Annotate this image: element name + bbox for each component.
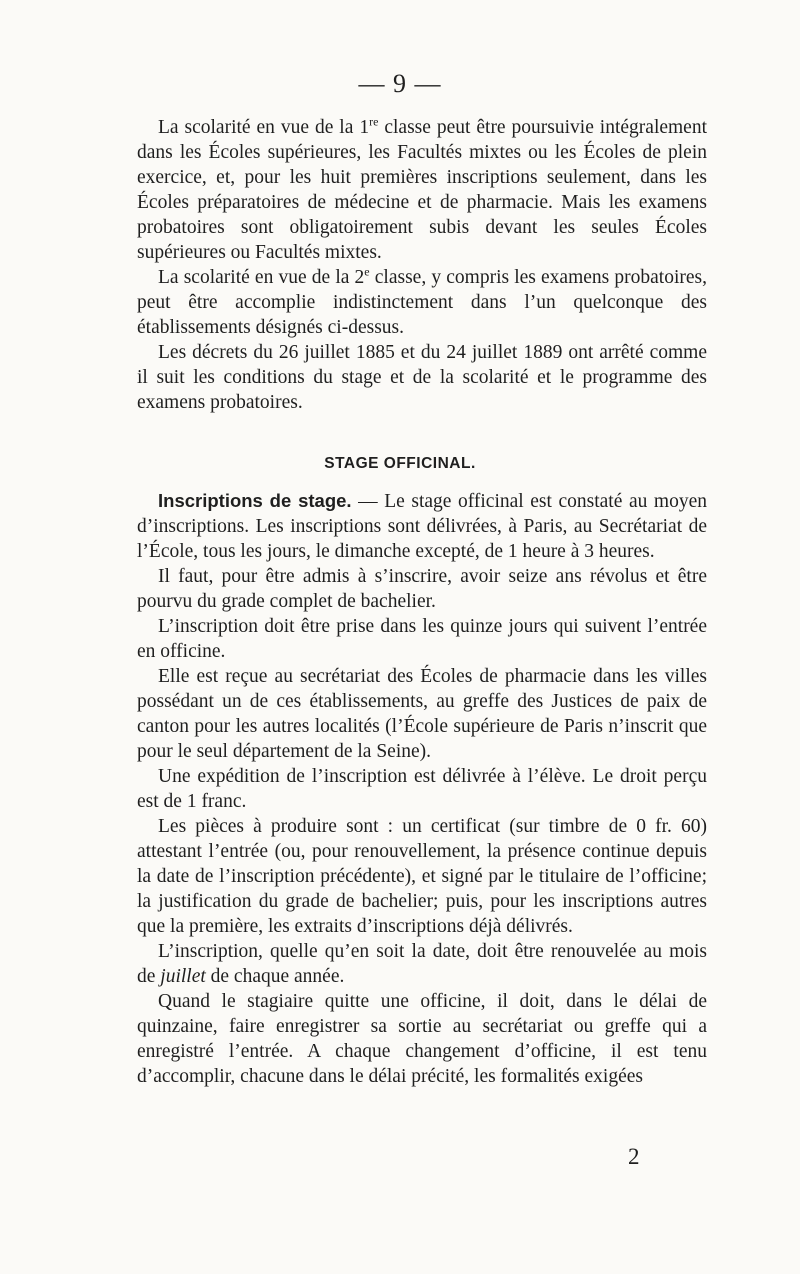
paragraph-secretariat: Elle est reçue au secrétariat des Écoles de pharmacie dans les villes possédant un de ces établissements, au greffe des Justices de paix de canton pour les autres localités (l’École supérieure de Paris n’inscrit que pour le seul département de la Seine). [137,666,707,762]
paragraph-scolarite-1re-classe: La scolarité en vue de la 1re classe peut être poursuivie intégralement dans les Écoles supérieures, les Facultés mixtes ou les Écoles de plein exercice, et, pour les huit premières inscriptions seulement, dans les Écoles préparatoires de médecine et de pharmacie. Mais les examens probatoires sont obligatoirement subis devant les seules Écoles supérieures ou Facultés mixtes. [137,114,708,263]
page-number: — 9 — [358,69,442,98]
paragraph-expedition: Une expédition de l’inscription est délivrée à l’élève. Le droit perçu est de 1 franc. [137,766,707,812]
run-in-heading: Inscriptions de stage. [158,490,352,511]
section-title: STAGE OFFICINAL. [324,455,476,472]
paragraph-pieces: Les pièces à produire sont : un certificat (sur timbre de 0 fr. 60) attestant l’entrée (ou, pour renouvellement, la présence continue depuis la date de l’inscription précédente), et signé par le titulaire de l’officine; la justification du grade de bachelier; puis, pour les inscriptions autres que la première, les extraits d’inscriptions déjà délivrés. [137,816,707,937]
paragraph-inscriptions-de-stage: Inscriptions de stage. — Le stage officinal est constaté au moyen d’inscriptions. Les inscriptions sont délivrées, à Paris, au Secrétariat de l’École, tous les jours, le dimanche excepté, de 1 heure à 3 heures. [137,490,707,562]
signature-mark: 2 [628,1144,640,1169]
paragraph-changement-officine: Quand le stagiaire quitte une officine, il doit, dans le délai de quinzaine, faire enregistrer sa sortie au secrétariat ou greffe qui a enregistré l’entrée. A chaque changement d’officine, il est tenu d’accomplir, chacune dans le délai précité, les formalités exigées [137,991,707,1087]
paragraph-decrets: Les décrets du 26 juillet 1885 et du 24 juillet 1889 ont arrêté comme il suit les conditions du stage et de la scolarité et le programme des examens probatoires. [137,342,707,413]
stage-text [137,488,707,1089]
intro-text [137,115,707,415]
paragraph-admission: Il faut, pour être admis à s’inscrire, avoir seize ans révolus et être pourvu du grade complet de bachelier. [137,566,707,612]
paragraph-renouvellement: L’inscription, quelle qu’en soit la date, doit être renouvelée au mois de juillet de chaque année. [137,941,707,987]
paragraph-delai: L’inscription doit être prise dans les quinze jours qui suivent l’entrée en officine. [137,616,707,662]
paragraph-scolarite-2e-classe: La scolarité en vue de la 2e classe, y compris les examens probatoires, peut être accomplie indistinctement dans l’un quelconque des établissements désignés ci-dessus. [137,264,707,338]
